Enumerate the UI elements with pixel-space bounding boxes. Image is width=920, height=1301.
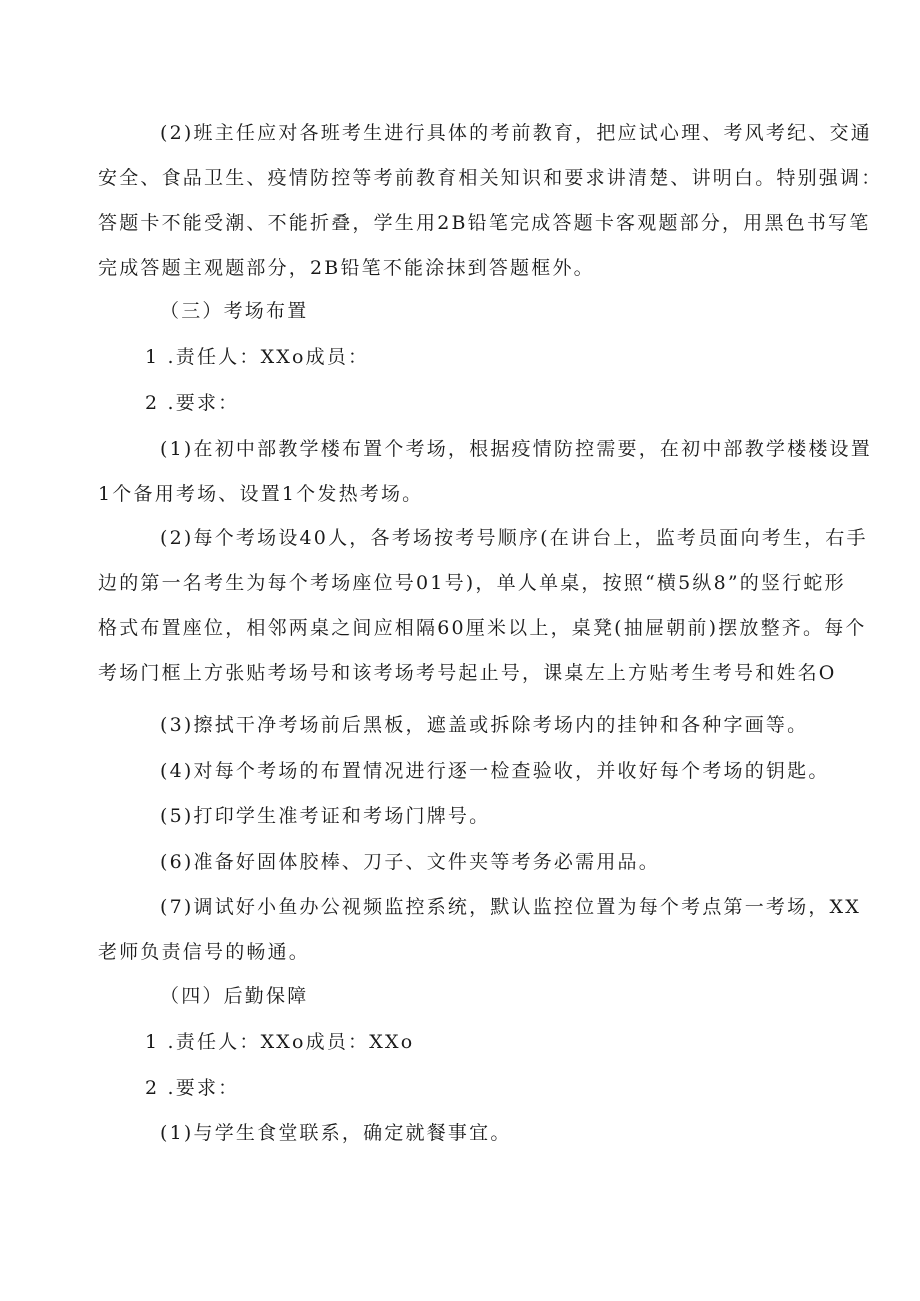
list-item: 1 .责任人：XXo成员： xyxy=(145,346,370,368)
section-heading: （三）考场布置 xyxy=(160,300,309,322)
paragraph-line: (3)擦拭干净考场前后黑板，遮盖或拆除考场内的挂钟和各种字画等。 xyxy=(160,714,809,736)
paragraph-line: 老师负责信号的畅通。 xyxy=(98,941,311,963)
paragraph-line: (7)调试好小鱼办公视频监控系统，默认监控位置为每个考点第一考场，XX xyxy=(160,896,861,918)
paragraph-line: 考场门框上方张贴考场号和该考场考号起止号，课桌左上方贴考生考号和姓名O xyxy=(98,662,837,684)
paragraph-line: (1)在初中部教学楼布置个考场，根据疫情防控需要，在初中部教学楼楼设置 xyxy=(160,438,872,460)
section-heading: （四）后勤保障 xyxy=(160,985,309,1007)
paragraph-line: 格式布置座位，相邻两桌之间应相隔60厘米以上，桌凳(抽屉朝前)摆放整齐。每个 xyxy=(98,617,867,639)
list-item: 2 .要求： xyxy=(145,392,240,414)
paragraph-line: (2)班主任应对各班考生进行具体的考前教育，把应试心理、考风考纪、交通 xyxy=(160,122,872,144)
paragraph-line: 安全、食品卫生、疫情防控等考前教育相关知识和要求讲清楚、讲明白。特别强调： xyxy=(98,167,883,189)
paragraph-line: (5)打印学生准考证和考场门牌号。 xyxy=(160,805,491,827)
paragraph-line: (4)对每个考场的布置情况进行逐一检查验收，并收好每个考场的钥匙。 xyxy=(160,760,830,782)
list-item: 2 .要求： xyxy=(145,1077,240,1099)
paragraph-line: 答题卡不能受潮、不能折叠，学生用2B铅笔完成答题卡客观题部分，用黑色书写笔 xyxy=(98,212,871,234)
paragraph-line: 完成答题主观题部分，2B铅笔不能涂抹到答题框外。 xyxy=(98,257,595,279)
paragraph-line: (1)与学生食堂联系，确定就餐事宜。 xyxy=(160,1122,512,1144)
paragraph-line: (6)准备好固体胶棒、刀子、文件夹等考务必需用品。 xyxy=(160,851,660,873)
paragraph-line: (2)每个考场设40人，各考场按考号顺序(在讲台上，监考员面向考生，右手 xyxy=(160,527,868,549)
paragraph-line: 边的第一名考生为每个考场座位号01号)，单人单桌，按照“横5纵8”的竖行蛇形 xyxy=(98,572,846,594)
list-item: 1 .责任人：XXo成员：XXo xyxy=(145,1031,415,1053)
paragraph-line: 1个备用考场、设置1个发热考场。 xyxy=(98,483,424,505)
